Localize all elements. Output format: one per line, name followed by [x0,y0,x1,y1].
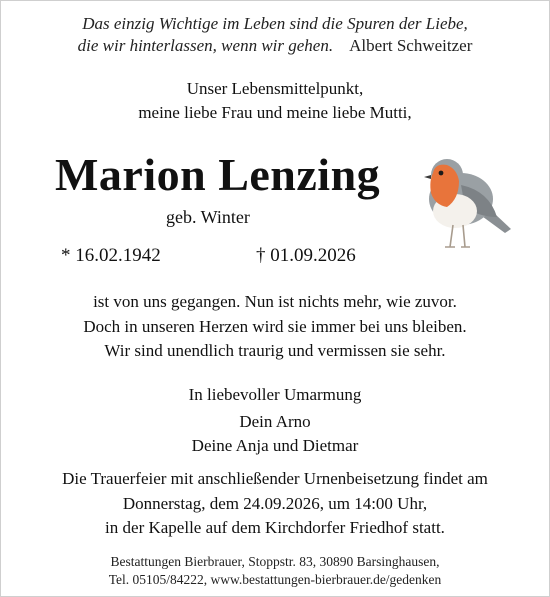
message-block [1,290,549,364]
message-line-1: ist von uns gegangen. Nun ist nichts mehr, wie zuvor. [93,292,457,311]
quote-block [1,13,549,57]
quote-author: Albert Schweitzer [349,36,473,55]
quote-line-1: Das einzig Wichtige im Leben sind die Spuren der Liebe, [82,14,468,33]
footer-line-1: Bestattungen Bierbrauer, Stoppstr. 83, 30890 Barsinghausen, [110,554,440,569]
intro-line-1: Unser Lebensmittelpunkt, [186,79,364,98]
intro-line-2: meine liebe Frau und meine liebe Mutti, [138,103,412,122]
birth-date: * 16.02.1942 [61,245,161,266]
footer-line-2: Tel. 05105/84222, www.bestattungen-bierbrauer.de/gedenken [108,572,442,587]
death-date: † 01.09.2026 [256,245,356,266]
message-line-2: Doch in unseren Herzen wird sie immer bei uns bleiben. [83,316,467,336]
mourners-block [1,383,549,458]
mourners-heading: In liebevoller Umarmung [188,385,362,404]
quote-line-2-row [1,35,549,57]
service-block [1,467,549,541]
mourners-line-1: Dein Arno [239,412,311,431]
birth-name: geb. Winter [166,207,250,227]
mourners-line-2: Deine Anja und Dietmar [191,436,359,455]
service-line-2: Donnerstag, dem 24.09.2026, um 14:00 Uhr, [122,493,428,513]
intro-block [1,77,549,125]
quote-line-2: die wir hinterlassen, wenn wir gehen. [77,36,334,55]
service-line-3: in der Kapelle auf dem Kirchdorfer Friedhof statt. [105,518,445,537]
deceased-name: Marion Lenzing [55,149,381,200]
robin-bird-icon [419,151,514,251]
footer-block [1,553,549,589]
message-line-3: Wir sind unendlich traurig und vermissen sie sehr. [104,341,446,360]
service-line-1: Die Trauerfeier mit anschließender Urnenbeisetzung findet am [62,469,488,488]
